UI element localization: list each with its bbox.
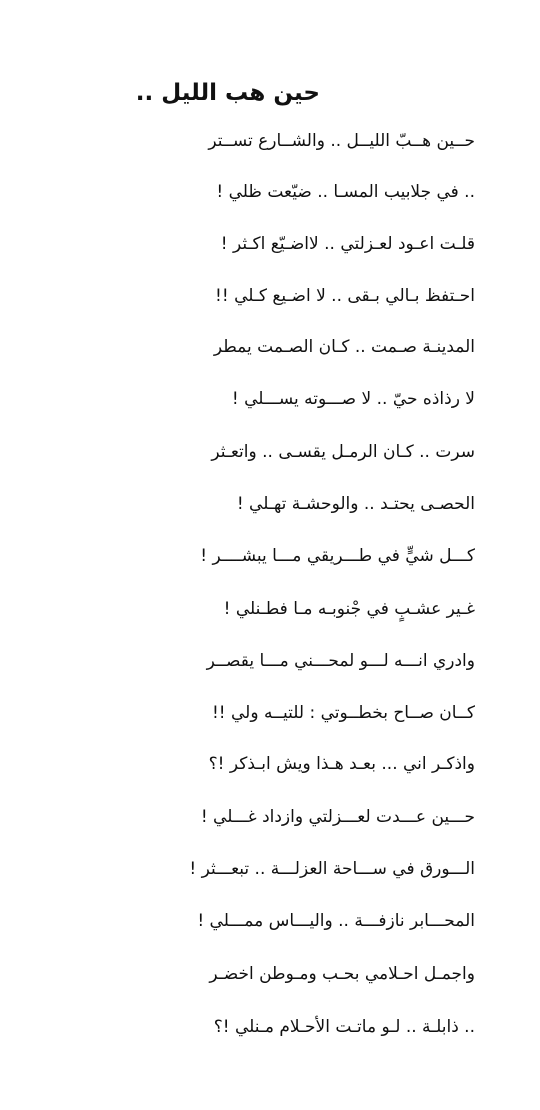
verse-line: المحـــابر نازفـــة .. واليـــاس ممـــلي !	[197, 911, 475, 931]
verse-line: واذكـر اني ... بعـد هـذا ويش ابـذكر !؟	[208, 754, 475, 774]
verse-line: حـــين عـــدت لعـــزلتي وازداد غـــلي !	[200, 807, 475, 827]
verse-line: واجمـل احـلامي بحـب ومـوطن اخضـر	[209, 964, 475, 984]
verse-line: وادري انـــه لـــو لمحـــني مـــا يقصــر	[206, 651, 475, 671]
verse-line: لا رذاذه حيّ .. لا صـــوته يســـلي !	[231, 389, 475, 409]
verse-line: كـــل شيٍّ في طـــريقي مـــا يبشــــر !	[200, 546, 475, 566]
verse-line: سرت .. كـان الرمـل يقسـى .. واتعـثر	[211, 442, 475, 462]
verse-line: حــين هــبّ الليــل .. والشــارع تســتر	[208, 131, 475, 151]
verse-line: قلـت اعـود لعـزلتي .. لااضـيّع اكـثر !	[220, 234, 475, 254]
verse-line: كــان صــاح بخطــوتي : للتيــه ولي !!	[211, 703, 475, 723]
verse-line: المدينـة صـمت .. كـان الصـمت يمطر	[213, 337, 475, 357]
verse-line: الـــورق في ســـاحة العزلـــة .. تبعـــثر !	[189, 859, 475, 879]
verse-line: .. ذابلـة .. لـو ماتـت الأحـلام مـنلي !؟	[213, 1017, 475, 1037]
verse-line: احـتفظ بـالي بـقى .. لا اضـيع كـلي !!	[215, 286, 475, 306]
verse-line: الحصـى يحتـد .. والوحشـة تهـلي !	[236, 494, 475, 514]
verse-line: غـير عشـبٍ في جْنوبـه مـا فطـنلي !	[223, 599, 475, 619]
poem-title: حين هب الليل ..	[135, 80, 320, 106]
verse-line: .. في جلابيب المسـا .. ضيّعت ظلي !	[216, 182, 475, 202]
